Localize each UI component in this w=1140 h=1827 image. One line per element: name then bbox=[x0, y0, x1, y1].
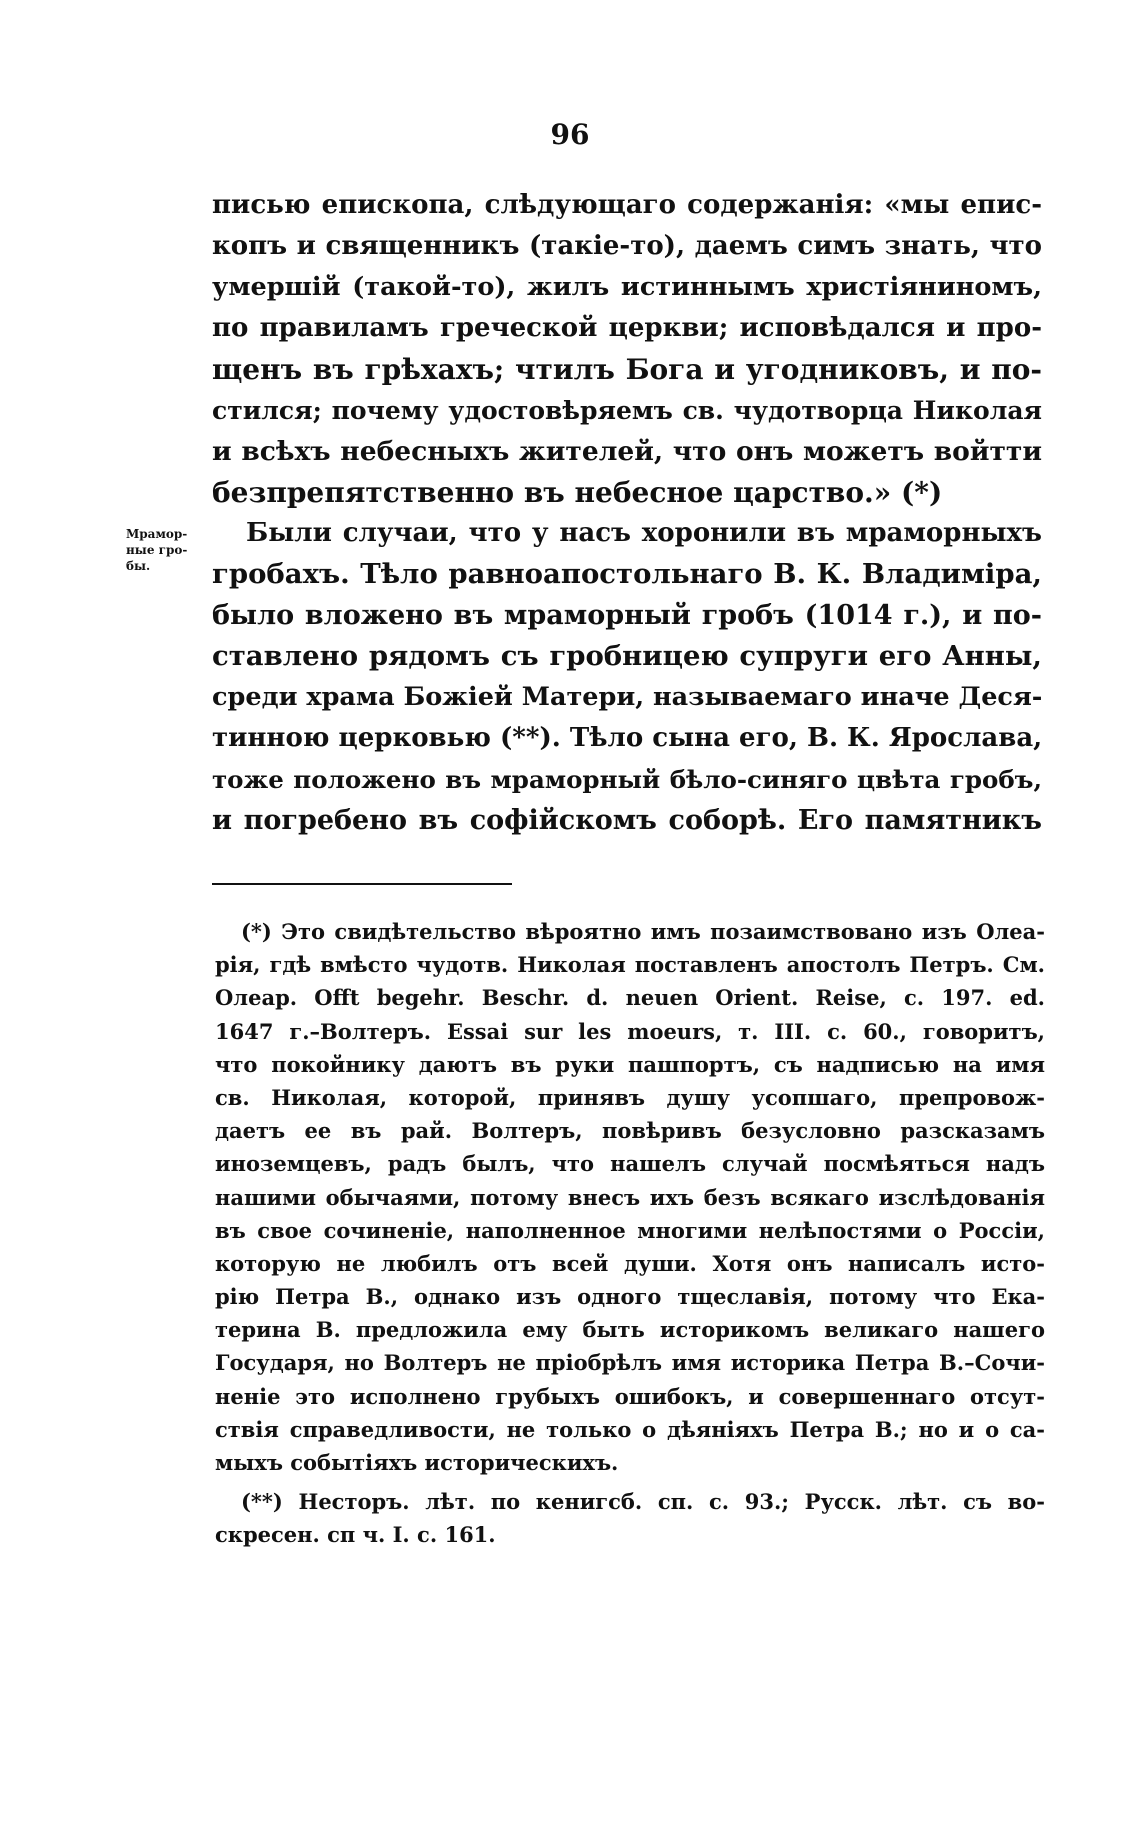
footnote-line: иноземцевъ, радъ былъ, что нашелъ случай посмѣяться надъ bbox=[215, 1151, 1045, 1177]
footnote-line: рію Петра В., однако изъ одного тщеславія, потому что Ека- bbox=[215, 1284, 1045, 1310]
margin-note-line: ные гро- bbox=[126, 543, 188, 557]
main-text-line: было вложено въ мраморный гробъ (1014 г.), и по- bbox=[212, 600, 1042, 631]
main-text-line: копъ и священникъ (такіе-то), даемъ симъ знать, что bbox=[212, 231, 1042, 261]
main-text-line: по правиламъ греческой церкви; исповѣдался и про- bbox=[212, 313, 1042, 343]
footnote-1 bbox=[215, 915, 1045, 1479]
main-text-line: тинною церковью (**). Тѣло сына его, В. К. Ярослава, bbox=[212, 723, 1043, 753]
main-text-line: щенъ въ грѣхахъ; чтилъ Бога и угодниковъ, и по- bbox=[212, 353, 1042, 386]
footnote-line: рія, гдѣ вмѣсто чудотв. Николая поставленъ апостолъ Петръ. См. bbox=[215, 952, 1045, 978]
main-text-line: среди храма Божіей Матери, называемаго иначе Деся- bbox=[212, 682, 1043, 712]
footnote-line: Олеар. Offt begehr. Beschr. d. neuen Orient. Reise, с. 197. ed. bbox=[215, 985, 1045, 1011]
footnote-2 bbox=[215, 1485, 1045, 1551]
footnote-line: (**) Несторъ. лѣт. по кенигсб. сп. с. 93.; Русск. лѣт. съ во- bbox=[241, 1489, 1045, 1515]
main-text-line: безпрепятственно въ небесное царство.» (*) bbox=[212, 476, 943, 509]
main-text-line: Были случаи, что у насъ хоронили въ мраморныхъ bbox=[246, 518, 1042, 548]
footnote-line: которую не любилъ отъ всей души. Хотя онъ написалъ исто- bbox=[215, 1250, 1045, 1276]
main-text-line: писью епископа, слѣдующаго содержанія: «мы епис- bbox=[212, 190, 1042, 220]
footnote-line: нашими обычаями, потому внесъ ихъ безъ всякаго изслѣдованія bbox=[215, 1184, 1045, 1210]
margin-note-line: бы. bbox=[126, 559, 151, 573]
footnote-line: что покойнику даютъ въ руки пашпортъ, съ надписью на имя bbox=[215, 1051, 1045, 1077]
footnote-line: ствія справедливости, не только о дѣяніяхъ Петра В.; но и о са- bbox=[215, 1416, 1045, 1442]
footnote-line: мыхъ событіяхъ историческихъ. bbox=[215, 1450, 619, 1475]
page-number: 96 bbox=[550, 118, 590, 151]
main-text bbox=[212, 185, 1042, 841]
main-text-line: ставлено рядомъ съ гробницею супруги его Анны, bbox=[212, 640, 1042, 672]
main-text-line: стился; почему удостовѣряемъ св. чудотворца Николая bbox=[212, 396, 1042, 425]
footnote-line: скресен. сп ч. I. с. 161. bbox=[215, 1522, 496, 1548]
main-text-line: умершій (такой-то), жилъ истиннымъ христіяниномъ, bbox=[212, 272, 1042, 302]
margin-note-line: Мрамор- bbox=[126, 527, 188, 541]
main-text-line: и всѣхъ небесныхъ жителей, что онъ можетъ войтти bbox=[212, 436, 1042, 467]
footnote-separator bbox=[212, 883, 512, 885]
footnote-line: терина В. предложила ему быть историкомъ великаго нашего bbox=[215, 1317, 1045, 1343]
footnotes bbox=[215, 915, 1045, 1552]
footnote-line: въ свое сочиненіе, наполненное многими нелѣпостями о Россіи, bbox=[215, 1217, 1045, 1243]
footnote-line: св. Николая, которой, принявъ душу усопшаго, препровож- bbox=[215, 1084, 1045, 1110]
margin-note bbox=[126, 526, 206, 574]
main-text-line: гробахъ. Тѣло равноапостольнаго В. К. Владиміра, bbox=[212, 558, 1042, 590]
footnote-line: даетъ ее въ рай. Волтеръ, повѣривъ безусловно разсказамъ bbox=[215, 1118, 1045, 1144]
footnote-line: (*) Это свидѣтельство вѣроятно имъ позаимствовано изъ Олеа- bbox=[241, 919, 1045, 944]
footnote-line: Государя, но Волтеръ не пріобрѣлъ имя историка Петра В.–Сочи- bbox=[215, 1350, 1045, 1376]
main-text-line: и погребено въ софійскомъ соборѣ. Его памятникъ bbox=[212, 805, 1042, 836]
footnote-line: 1647 г.–Волтеръ. Essai sur les moeurs, т. III. с. 60., говоритъ, bbox=[215, 1018, 1045, 1044]
footnote-line: неніе это исполнено грубыхъ ошибокъ, и совершеннаго отсут- bbox=[215, 1383, 1045, 1409]
main-text-line: тоже положено въ мраморный бѣло-синяго цвѣта гробъ, bbox=[212, 765, 1042, 794]
